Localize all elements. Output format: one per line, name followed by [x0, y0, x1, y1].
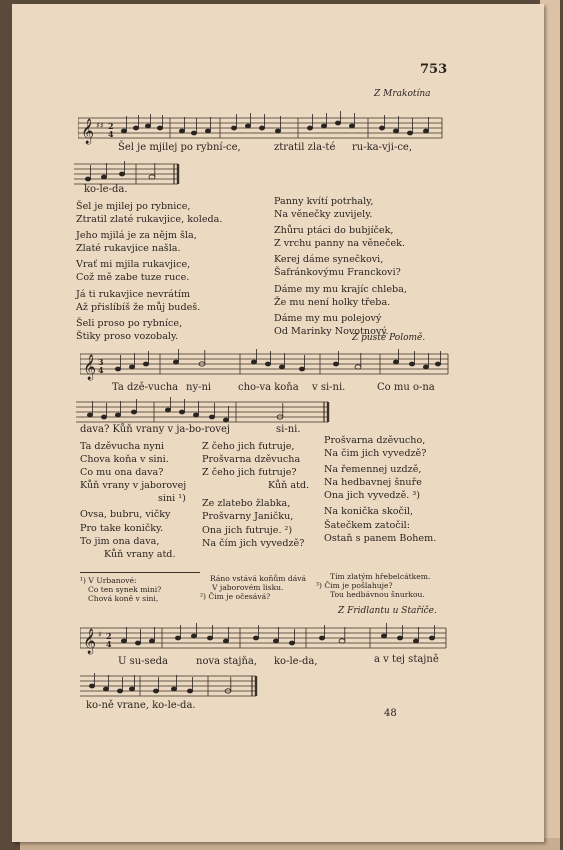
footnote-1 — [80, 576, 161, 604]
footnote-line: V jaborovém lisku. — [212, 583, 284, 593]
verse-line: Chova koňa v sini. — [80, 454, 169, 466]
svg-text:4: 4 — [98, 365, 104, 375]
footnote-2 — [200, 574, 306, 602]
song3-lyric-4: a v tej stajně — [374, 654, 439, 665]
footnote-3 — [316, 572, 430, 600]
svg-text:4: 4 — [106, 639, 112, 649]
song2-lyric-6: dava? Kůň vrany v ja-bo-rovej — [80, 424, 231, 435]
verse-line: Šel je mjilej po rybnice, — [76, 201, 191, 212]
footnote-line: Chová koně v sini, — [88, 594, 159, 604]
footnote-line: ²) Čim je očesává? — [200, 592, 271, 602]
verse-line: Na věnečky zuvijely. — [274, 209, 373, 221]
song2-lyric-2: ny-ni — [186, 382, 212, 393]
song3-lyric-3: ko-le-da, — [274, 656, 318, 667]
verse-line: Z čeho jich futruje? — [202, 467, 297, 479]
song2-source: Z pusté Polomě. — [352, 333, 426, 343]
song3-source: Z Fridlantu u Staříče. — [338, 606, 437, 616]
song1-lyric-2: ztratil zla-té — [274, 142, 336, 153]
verse-line: Až přislíbíš že můj budeš. — [76, 301, 201, 313]
page-number: 753 — [420, 62, 448, 77]
verse-line: Pro take koničky. — [80, 522, 164, 534]
verse-line: Na hedbavnej šnuře — [324, 477, 422, 489]
verse-line: Prošvarny Janičku, — [202, 511, 294, 523]
music-staff — [76, 394, 336, 426]
svg-text:2: 2 — [108, 121, 114, 131]
svg-text:3: 3 — [98, 357, 104, 367]
svg-text:♯: ♯ — [98, 630, 102, 639]
verse-line: Na konička skočil, — [324, 506, 414, 518]
verse-line: Štiky proso vozobaly. — [76, 330, 179, 342]
verse-line: Vrať mi mjila rukavjice, — [76, 259, 191, 271]
verse-line: To jim ona dava, — [80, 535, 160, 547]
verse-line: Šeli proso po rybníce, — [76, 317, 183, 329]
verse-line: Ztratil zlaté rukavjice, koleda. — [76, 214, 223, 226]
svg-text:𝄞: 𝄞 — [83, 629, 97, 654]
song2-col2 — [202, 440, 309, 550]
svg-text:𝄞: 𝄞 — [83, 355, 97, 380]
verse-line: Od Marinky Novotnový. — [274, 325, 389, 337]
song1-verses-left — [76, 200, 222, 343]
verse-line: Zlaté rukavjice našla. — [76, 243, 181, 255]
verse-line: Kerej dáme synečkovi, — [274, 254, 384, 266]
verse-line: Šatečkem zatočil: — [324, 519, 410, 531]
verse-line: Ovsa, bubru, vičky — [80, 509, 171, 521]
song1-verses-right — [274, 195, 407, 338]
verse-line: Na čím jich vyvedzě? — [202, 537, 305, 549]
verse-line: Kůň vrany atd. — [104, 548, 176, 560]
footnote-line: Tou hedbávnou šnurkou. — [330, 590, 425, 600]
book-page — [12, 4, 544, 842]
verse-line: Zhůru ptáci do bubjíček, — [274, 225, 394, 237]
verse-line: Kůň vrany v jaborovej — [80, 480, 187, 492]
svg-text:𝄞: 𝄞 — [81, 119, 95, 144]
verse-line: Prošvarna dzěvucha — [202, 454, 301, 466]
verse-line: Dáme my mu polejový — [274, 312, 382, 324]
song1-lyric-refrain: ko-le-da. — [84, 184, 128, 195]
verse-line: Prošvarna dzěvucho, — [324, 435, 426, 446]
music-staff — [80, 668, 270, 700]
footnote-line: ³) Čim je pošlahuje? — [316, 581, 393, 591]
song2-col1 — [80, 440, 186, 561]
verse-line: Panny kvítí potrhaly, — [274, 196, 374, 207]
verse-line: Co mu ona dava? — [80, 467, 164, 479]
verse-line: Já ti rukavjice nevrátím — [76, 288, 191, 300]
verse-line: Kůň atd. — [268, 480, 310, 492]
verse-line: Že mu není holky třeba. — [274, 296, 391, 308]
verse-line: Dáme my mu krajíc chleba, — [274, 283, 407, 295]
song1-lyric-3: ru-ka-vji-ce, — [352, 142, 413, 153]
footnote-line: Ráno vstává koňům dává — [210, 574, 307, 583]
song2-col3 — [324, 434, 436, 545]
signature-mark: 48 — [384, 708, 397, 719]
footnote-line: Co ten synek mini? — [88, 585, 162, 595]
music-staff — [78, 110, 450, 146]
verse-line: Z vrchu panny na věneček. — [274, 238, 406, 250]
verse-line: Ona jich futruje. ²) — [202, 524, 293, 536]
song3-lyric-1: U su-seda — [118, 656, 168, 667]
song3-lyric-refrain: ko-ně vrane, ko-le-da. — [86, 700, 196, 711]
verse-line: Ona jich vyvedzě. ³) — [324, 490, 420, 502]
song2-lyric-5: Co mu o-na — [377, 382, 435, 393]
music-staff — [80, 346, 452, 382]
music-staff — [80, 620, 452, 656]
verse-line: sini ¹) — [158, 493, 186, 505]
song2-lyric-1: Ta dzě-vucha — [112, 382, 179, 393]
verse-line: Což mě zabe tuze ruce. — [76, 272, 190, 284]
song1-source: Z Mrakotína — [374, 89, 431, 99]
footnote-line: ¹) V Urbanové: — [80, 576, 137, 585]
footnote-divider — [80, 572, 200, 573]
song2-lyric-4: v si-ni. — [312, 382, 346, 393]
verse-line: Na čim jich vyvedzě? — [324, 448, 427, 460]
svg-text:♯♯: ♯♯ — [96, 121, 104, 130]
verse-line: Šafránkovýmu Franckovi? — [274, 267, 401, 279]
verse-line: Jeho mjilá je za nějm šla, — [76, 230, 197, 242]
verse-line: Ostaň s panem Bohem. — [324, 532, 437, 544]
song2-lyric-3: cho-va koňa — [238, 382, 299, 393]
verse-line: Na řemennej uzdzě, — [324, 464, 422, 476]
song3-lyric-2: nova stajňa, — [196, 656, 258, 667]
song1-lyric-1: Šel je mjilej po rybní-ce, — [118, 142, 241, 153]
verse-line: Z čeho jich futruje, — [202, 441, 295, 452]
song2-lyric-7: si-ni. — [276, 424, 301, 435]
svg-text:2: 2 — [106, 631, 112, 641]
svg-text:4: 4 — [108, 129, 114, 139]
verse-line: Ze zlatebo žlabka, — [202, 498, 291, 510]
footnote-line: Tím zlatým hřebelcátkem. — [330, 572, 431, 581]
verse-line: Ta dzěvucha nyni — [80, 441, 165, 452]
